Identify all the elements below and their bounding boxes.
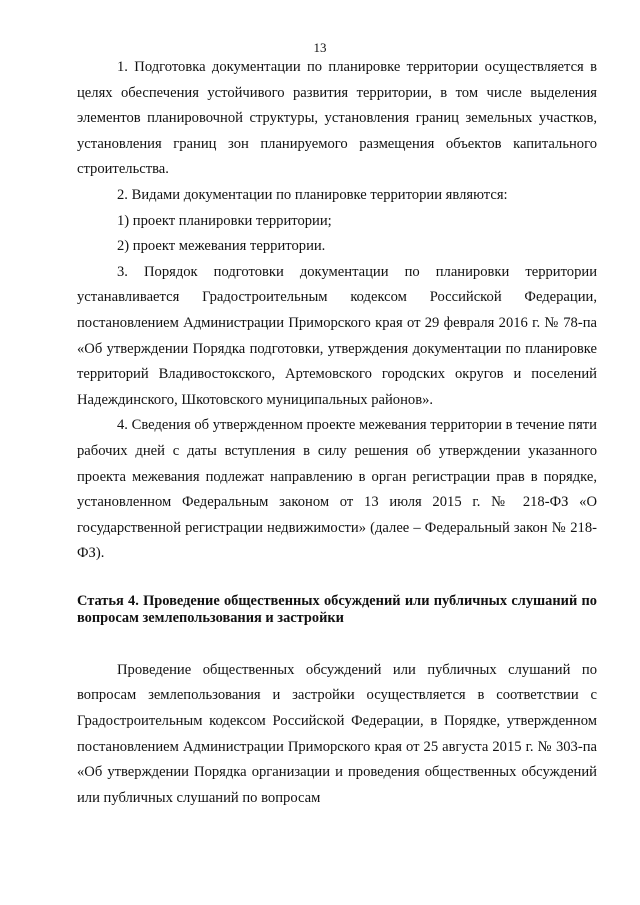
paragraph-1: 1. Подготовка документации по планировке территории осуществляется в целях обеспечения устойчивого развития территории, в том числе выделения элементов планировочной структуры, установления границ земельных участков, установления границ зон планируемого размещения объектов капитального строительства. [77,59,597,178]
paragraph-2: 2. Видами документации по планировке территории являются: [117,186,508,203]
paragraph-article-4: Проведение общественных обсуждений или публичных слушаний по вопросам землепользования и застройки осуществляется в соответствии с Градостроительным кодексом Российской Федерации, в Порядке, утвержденном постановлением Администрации Приморского края от 25 августа 2015 г. № 303-па «Об утверждении Порядка организации и проведения общественных обсуждений или публичных слушаний по вопросам [77,661,597,806]
page-number: 13 [313,40,327,55]
article-heading: Статья 4. Проведение общественных обсуждений или публичных слушаний по вопросам землепользования и застройки [77,592,597,627]
list-item-1: 1) проект планировки территории; [117,212,332,229]
paragraph-3: 3. Порядок подготовки документации по планировки территории устанавливается Градостроительным кодексом Российской Федерации, постановлением Администрации Приморского края от 29 февраля 2016 г. № 78-па «Об утверждении Порядка подготовки, утверждения документации по планировке территорий Владивостокского, Артемовского городских округов и поселений Надеждинского, Шкотовского муниципальных районов». [77,263,597,408]
paragraph-4: 4. Сведения об утвержденном проекте межевания территории в течение пяти рабочих дней с даты вступления в силу решения об утверждении указанного проекта межевания подлежат направлению в орган регистрации прав в порядке, установленном Федеральным законом от 13 июля 2015 г. № 218-ФЗ «О государственной регистрации недвижимости» (далее – Федеральный закон № 218-ФЗ). [77,417,597,562]
document-body [77,55,597,811]
list-item-2: 2) проект межевания территории. [117,238,326,255]
